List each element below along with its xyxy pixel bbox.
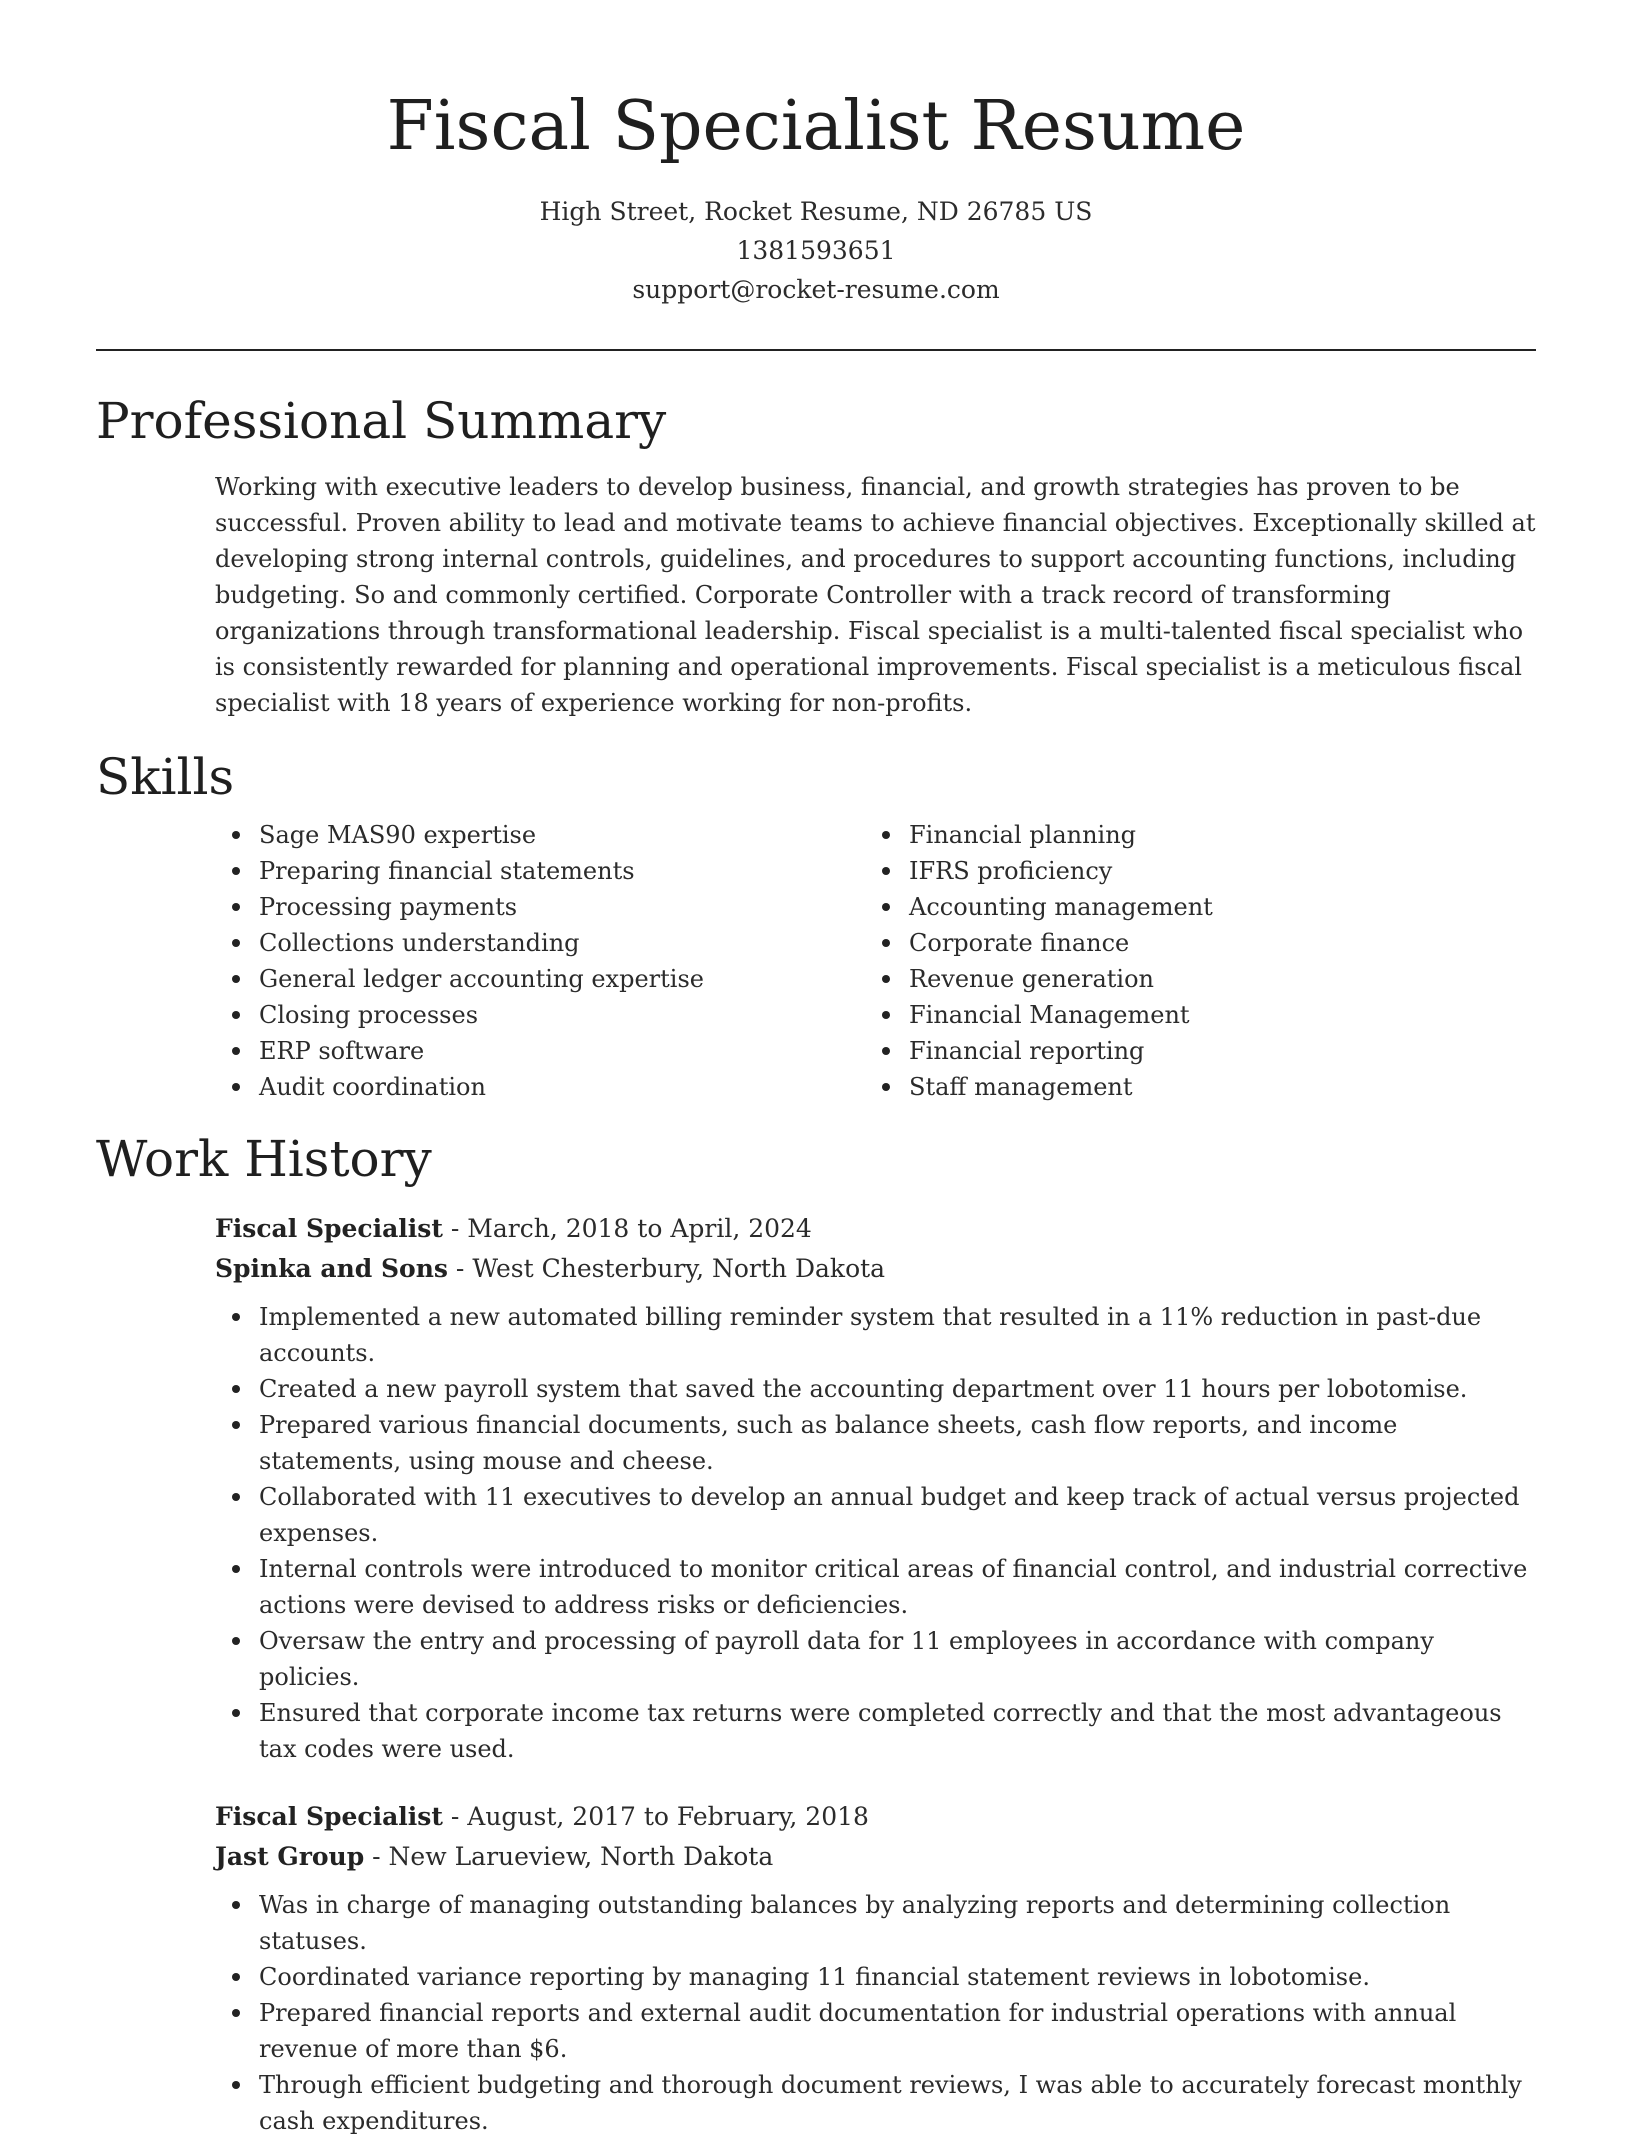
skill-item: Financial planning [865, 817, 1515, 853]
job-dates: - August, 2017 to February, 2018 [442, 1802, 869, 1831]
skills-columns [215, 817, 1536, 1105]
duty-item: Created a new payroll system that saved the accounting department over 11 hours per lobotomise. [215, 1371, 1540, 1407]
job-dates: - March, 2018 to April, 2024 [442, 1214, 812, 1243]
skill-item: Audit coordination [215, 1069, 865, 1105]
job-entry [215, 1797, 1540, 2139]
work-history-heading: Work History [96, 1130, 432, 1188]
skill-item: Closing processes [215, 997, 865, 1033]
skill-item: Financial Management [865, 997, 1515, 1033]
skill-item: General ledger accounting expertise [215, 961, 865, 997]
skill-item: Processing payments [215, 889, 865, 925]
job-location: - West Chesterbury, North Dakota [447, 1254, 886, 1283]
job-location: - New Larueview, North Dakota [364, 1842, 774, 1871]
summary-text: Working with executive leaders to develop business, financial, and growth strategies has proven to be successful. Proven ability to lead and motivate teams to achieve financial objectives. Exceptionally skilled at developing strong internal controls, guidelines, and procedures to support accounting functions, including budgeting. So and commonly certified. Corporate Controller with a track record of transforming organizations through transformational leadership. Fiscal specialist is a multi-talented fiscal specialist who is consistently rewarded for planning and operational improvements. Fiscal specialist is a meticulous fiscal specialist with 18 years of experience working for non-profits. [215, 473, 1536, 717]
address-text: High Street, Rocket Resume, ND 26785 US [539, 197, 1093, 226]
skill-item: Collections understanding [215, 925, 865, 961]
job-title-line [215, 1209, 1540, 1249]
duty-item: Was in charge of managing outstanding balances by analyzing reports and determining collection statuses. [215, 1887, 1540, 1959]
skill-item: Preparing financial statements [215, 853, 865, 889]
contact-info [96, 192, 1536, 309]
skills-list-right [865, 817, 1515, 1105]
skill-item: IFRS proficiency [865, 853, 1515, 889]
resume-header [96, 0, 1536, 309]
skill-item: Accounting management [865, 889, 1515, 925]
duty-item: Through efficient budgeting and thorough document reviews, I was able to accurately forecast monthly cash expenditures. [215, 2067, 1540, 2139]
skill-item: ERP software [215, 1033, 865, 1069]
skill-item: Sage MAS90 expertise [215, 817, 865, 853]
duty-item: Coordinated variance reporting by managing 11 financial statement reviews in lobotomise. [215, 1959, 1540, 1995]
job-role: Fiscal Specialist [215, 1214, 443, 1243]
job-title-line [215, 1797, 1540, 1837]
job-company: Jast Group [215, 1842, 365, 1871]
job-entry [215, 1209, 1540, 1767]
duty-item: Prepared financial reports and external audit documentation for industrial operations with annual revenue of more than $6. [215, 1995, 1540, 2067]
duty-item: Implemented a new automated billing reminder system that resulted in a 11% reduction in past-due accounts. [215, 1299, 1540, 1371]
email-text: support@rocket-resume.com [632, 275, 1000, 304]
skills-list-left [215, 817, 865, 1105]
job-company-line [215, 1249, 1540, 1289]
duty-item: Prepared various financial documents, such as balance sheets, cash flow reports, and income statements, using mouse and cheese. [215, 1407, 1540, 1479]
job-duties-list [215, 1887, 1540, 2139]
skills-heading: Skills [96, 748, 235, 806]
job-role: Fiscal Specialist [215, 1802, 443, 1831]
duty-item: Internal controls were introduced to monitor critical areas of financial control, and industrial corrective actions were devised to address risks or deficiencies. [215, 1551, 1540, 1623]
skill-item: Revenue generation [865, 961, 1515, 997]
duty-item: Collaborated with 11 executives to develop an annual budget and keep track of actual versus projected expenses. [215, 1479, 1540, 1551]
skill-item: Financial reporting [865, 1033, 1515, 1069]
job-company-line [215, 1837, 1540, 1877]
duty-item: Oversaw the entry and processing of payroll data for 11 employees in accordance with company policies. [215, 1623, 1540, 1695]
job-duties-list [215, 1299, 1540, 1767]
job-company: Spinka and Sons [215, 1254, 448, 1283]
page-title: Fiscal Specialist Resume [386, 87, 1246, 166]
skill-item: Corporate finance [865, 925, 1515, 961]
duty-item: Ensured that corporate income tax returns were completed correctly and that the most advantageous tax codes were used. [215, 1695, 1540, 1767]
phone-text: 1381593651 [736, 236, 896, 265]
summary-heading: Professional Summary [96, 392, 667, 450]
header-divider [96, 349, 1536, 351]
resume-page [96, 0, 1536, 2139]
skill-item: Staff management [865, 1069, 1515, 1105]
